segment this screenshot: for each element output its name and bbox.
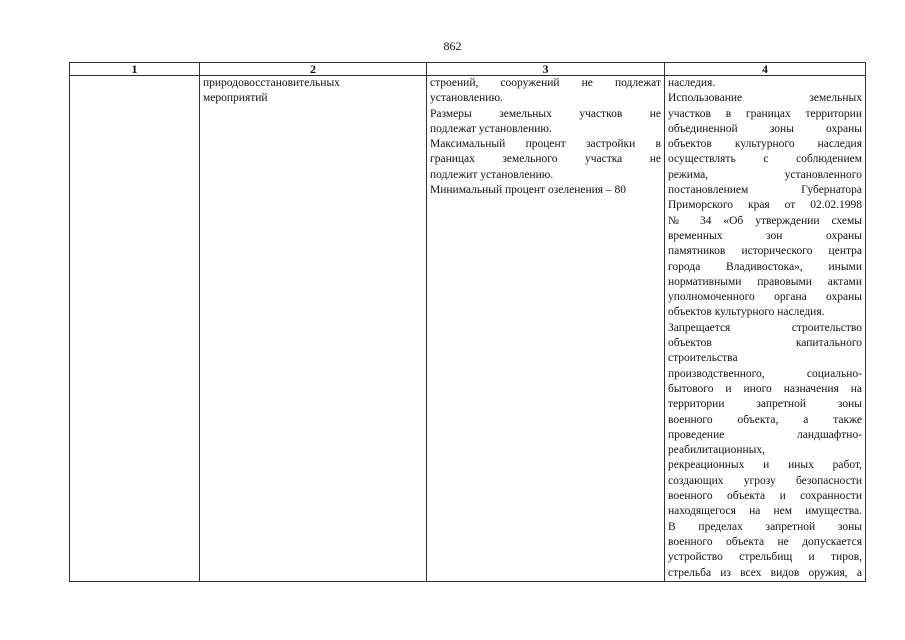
text-line: находящегося на нем имущества.	[668, 505, 862, 518]
text-line: режима, установленного	[668, 168, 862, 181]
text-line: Размеры земельных участков не	[430, 107, 661, 120]
page-number: 862	[443, 39, 462, 53]
cell-col-2	[200, 76, 427, 582]
text-line: Минимальный процент озеленения – 80	[430, 184, 627, 197]
column-header-4: 4	[665, 63, 866, 76]
regulations-table	[69, 62, 866, 582]
text-line: объектов культурного наследия	[668, 138, 862, 151]
text-line: границах земельного участка не	[430, 153, 661, 166]
text-line: уполномоченного органа охраны	[668, 291, 862, 304]
text-line: установлению.	[430, 92, 503, 105]
text-line: подлежит установлению.	[430, 168, 554, 181]
text-line: города Владивостока», иными	[668, 260, 862, 273]
cell-col-1	[70, 76, 200, 582]
text-line: объектов культурного наследия.	[668, 306, 825, 319]
table-header-row	[70, 63, 866, 76]
text-line: памятников исторического центра	[668, 245, 862, 258]
text-line: № 34 «Об утверждении схемы	[668, 214, 862, 227]
text-line: рекреационных и иных работ,	[668, 459, 862, 472]
text-line: временных зон охраны	[668, 229, 862, 242]
text-line: военного объекта, а также	[668, 413, 862, 426]
text-line: строений, сооружений не подлежат	[430, 77, 661, 89]
text-line: наследия.	[668, 77, 716, 89]
cell-col-4	[665, 76, 866, 582]
text-line: мероприятий	[203, 92, 268, 105]
text-line: осуществлять с соблюдением	[668, 153, 862, 166]
text-line: постановлением Губернатора	[668, 184, 862, 197]
text-line: военного объекта не допускается	[668, 535, 862, 548]
text-line: территории запретной зоны	[668, 398, 862, 411]
text-line: бытового и иного назначения на	[668, 382, 862, 395]
text-line: проведение ландшафтно-	[668, 428, 862, 441]
table-row	[70, 76, 866, 582]
text-line: устройство стрельбищ и тиров,	[668, 551, 862, 564]
text-line: В пределах запретной зоны	[668, 520, 862, 533]
text-line: природовосстановительных	[203, 77, 340, 89]
column-header-3: 3	[427, 63, 665, 76]
cell-col-3	[427, 76, 665, 582]
text-line: Запрещается строительство	[668, 321, 862, 334]
text-line: участков в границах территории	[668, 107, 862, 120]
text-line: военного объекта и сохранности	[668, 490, 862, 503]
text-line: строительства	[668, 352, 738, 365]
text-line: реабилитационных,	[668, 444, 765, 457]
text-line: объединенной зоны охраны	[668, 122, 862, 135]
text-line: создающих угрозу безопасности	[668, 474, 862, 487]
text-line: Приморского края от 02.02.1998	[668, 199, 862, 212]
text-line: подлежат установлению.	[430, 122, 552, 135]
text-line: нормативными правовыми актами	[668, 275, 862, 288]
text-line: объектов капитального	[668, 337, 862, 350]
column-header-1: 1	[70, 63, 200, 76]
text-line: производственного, социально-	[668, 367, 862, 380]
column-header-2: 2	[200, 63, 427, 76]
text-line: Максимальный процент застройки в	[430, 138, 661, 151]
text-line: Использование земельных	[668, 92, 862, 105]
text-line: стрельба из всех видов оружия, а	[668, 566, 862, 579]
